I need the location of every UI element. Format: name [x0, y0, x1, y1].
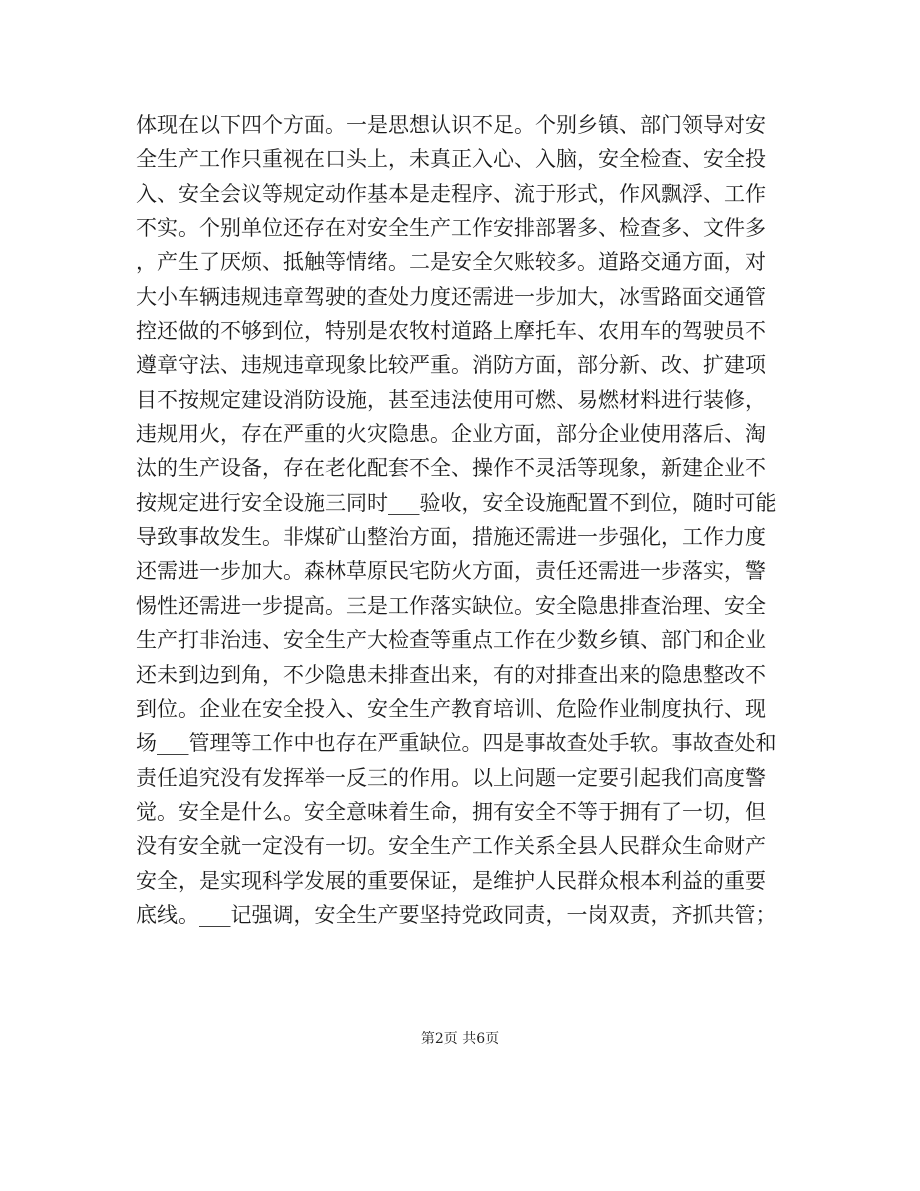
text-line: 惕性还需进一步提高。三是工作落实缺位。安全隐患排查治理、安全 [136, 593, 766, 618]
text-line: 目不按规定建设消防设施，甚至违法使用可燃、易燃材料进行装修， [136, 387, 766, 412]
text-line: 还未到边到角，不少隐患未排查出来，有的对排查出来的隐患整改不 [136, 662, 766, 687]
text-line: 安全，是实现科学发展的重要保证，是维护人民群众根本利益的重要 [136, 868, 766, 893]
text-line: 入、安全会议等规定动作基本是走程序、流于形式，作风飘浮、工作 [136, 181, 766, 206]
text-line: 违规用火，存在严重的火灾隐患。企业方面，部分企业使用落后、淘 [136, 422, 766, 447]
text-line: 还需进一步加大。森林草原民宅防火方面，责任还需进一步落实，警 [136, 559, 766, 584]
text-line: 大小车辆违规违章驾驶的查处力度还需进一步加大，冰雪路面交通管 [136, 284, 766, 309]
text-line: 控还做的不够到位，特别是农牧村道路上摩托车、农用车的驾驶员不 [136, 319, 766, 344]
text-line: 遵章守法、违规违章现象比较严重。消防方面，部分新、改、扩建项 [136, 353, 766, 378]
text-line: 全生产工作只重视在口头上，未真正入心、入脑，安全检查、安全投 [136, 147, 766, 172]
text-line: 底线。___记强调，安全生产要坚持党政同责，一岗双责，齐抓共管； [136, 902, 777, 927]
body-text [136, 108, 796, 932]
text-line: 场___管理等工作中也存在严重缺位。四是事故查处手软。事故查处和 [136, 731, 777, 756]
text-line: 体现在以下四个方面。一是思想认识不足。个别乡镇、部门领导对安 [136, 113, 766, 137]
page-number-footer: 第2页 共6页 [420, 1031, 500, 1047]
text-line: 责任追究没有发挥举一反三的作用。以上问题一定要引起我们高度警 [136, 765, 766, 790]
text-line: 没有安全就一定没有一切。安全生产工作关系全县人民群众生命财产 [136, 834, 766, 859]
text-line: 不实。个别单位还存在对安全生产工作安排部署多、检查多、文件多 [136, 216, 766, 241]
text-line: 导致事故发生。非煤矿山整治方面，措施还需进一步强化，工作力度 [136, 525, 766, 550]
text-line: 汰的生产设备，存在老化配套不全、操作不灵活等现象，新建企业不 [136, 456, 766, 481]
text-line: 生产打非治违、安全生产大检查等重点工作在少数乡镇、部门和企业 [136, 628, 766, 653]
text-line: 到位。企业在安全投入、安全生产教育培训、危险作业制度执行、现 [136, 696, 766, 721]
text-line: ，产生了厌烦、抵触等情绪。二是安全欠账较多。道路交通方面，对 [136, 250, 766, 275]
text-line: 觉。安全是什么。安全意味着生命，拥有安全不等于拥有了一切，但 [136, 799, 766, 824]
text-line: 按规定进行安全设施三同时___验收，安全设施配置不到位，随时可能 [136, 490, 777, 515]
